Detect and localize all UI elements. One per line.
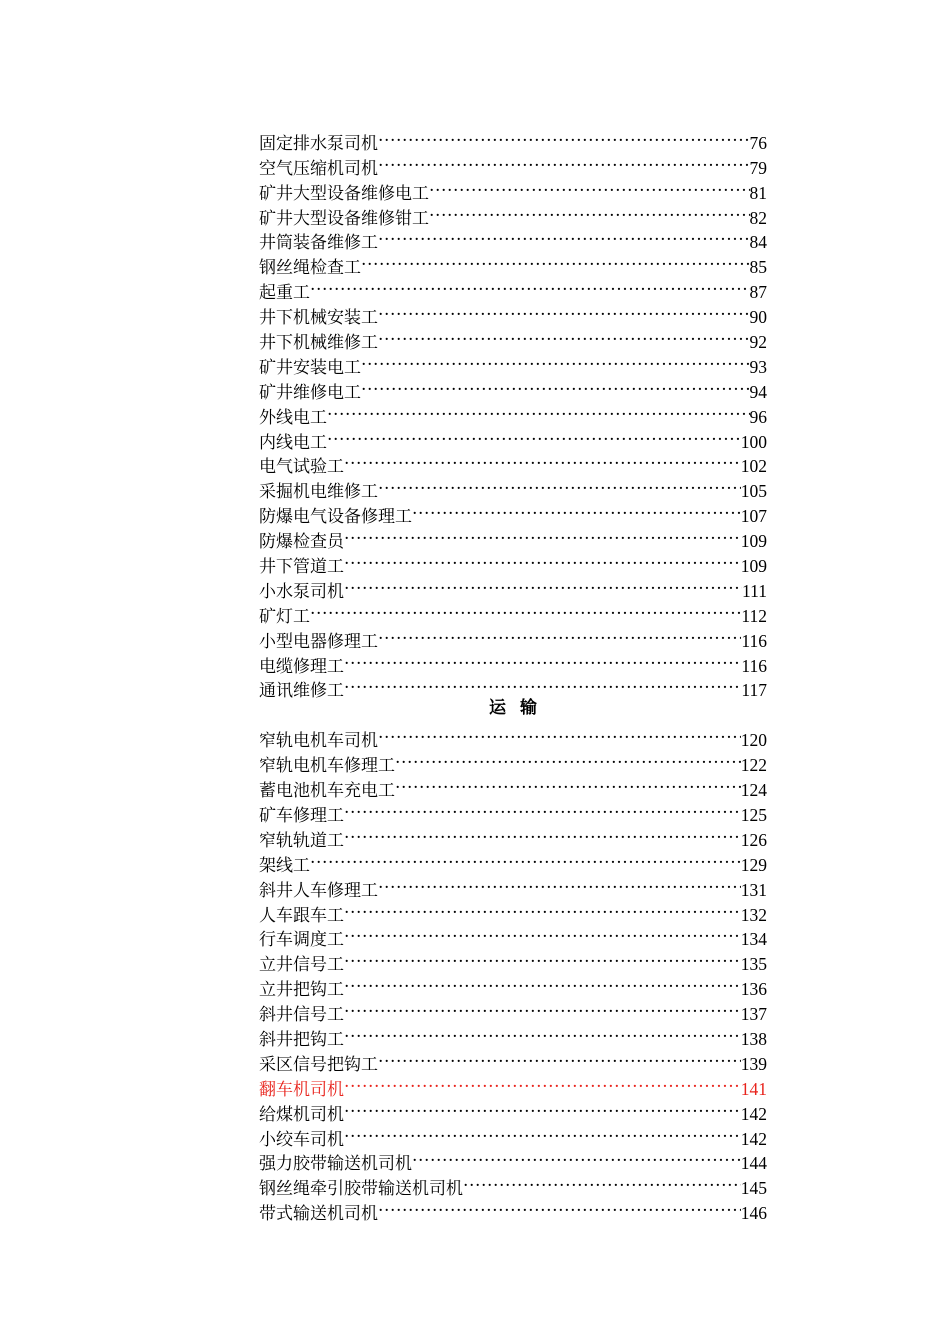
toc-entry-title: 井筒装备维修工: [259, 233, 378, 254]
toc-entry-title: 立井信号工: [259, 955, 344, 976]
toc-entry-page-number: 85: [749, 257, 767, 278]
toc-entry-page-number: 96: [749, 406, 767, 427]
toc-entry-title: 通讯维修工: [259, 681, 344, 702]
toc-entry-title: 蓄电池机车充电工: [259, 781, 395, 802]
toc-entry-page-number: 142: [740, 1128, 767, 1149]
toc-entry-title: 内线电工: [259, 432, 327, 453]
dot-leader: [344, 821, 741, 846]
dot-leader: [378, 721, 741, 746]
dot-leader: [361, 348, 750, 373]
toc-entry-page-number: 105: [740, 481, 767, 502]
dot-leader: [395, 746, 741, 771]
dot-leader: [378, 149, 750, 174]
dot-leader: [361, 373, 750, 398]
toc-entry-title: 钢丝绳牵引胶带输送机司机: [259, 1179, 463, 1200]
toc-entry-title: 斜井人车修理工: [259, 880, 378, 901]
toc-entry-page-number: 102: [740, 456, 767, 477]
dot-leader: [378, 622, 741, 647]
toc-entry-page-number: 137: [740, 1004, 767, 1025]
dot-leader: [378, 1045, 741, 1070]
dot-leader: [378, 124, 750, 149]
toc-entry-page-number: 139: [740, 1053, 767, 1074]
toc-entry-page-number: 120: [740, 730, 767, 751]
dot-leader: [310, 846, 741, 871]
dot-leader: [344, 448, 741, 473]
toc-entry[interactable]: [259, 597, 767, 627]
toc-entry-page-number: 100: [740, 431, 767, 452]
toc-entry-page-number: 145: [740, 1178, 767, 1199]
toc-entry-page-number: 146: [740, 1203, 767, 1224]
toc-entry[interactable]: [259, 871, 767, 901]
toc-entry[interactable]: [259, 448, 767, 478]
toc-entry[interactable]: [259, 622, 767, 652]
toc-entry-title: 电缆修理工: [259, 656, 344, 677]
dot-leader: [327, 423, 741, 448]
toc-entry-page-number: 109: [740, 556, 767, 577]
dot-leader: [344, 647, 741, 672]
dot-leader: [378, 298, 750, 323]
dot-leader: [327, 398, 750, 423]
dot-leader: [429, 199, 750, 224]
dot-leader: [378, 871, 741, 896]
toc-entry-title: 小水泵司机: [259, 581, 344, 602]
toc-entry-title: 防爆检查员: [259, 532, 344, 553]
toc-entry[interactable]: [259, 721, 767, 752]
toc-entry-title: 采掘机电维修工: [259, 482, 378, 503]
toc-entry-title: 矿车修理工: [259, 805, 344, 826]
dot-leader: [344, 1070, 741, 1095]
dot-leader: [344, 970, 741, 995]
dot-leader: [344, 547, 741, 572]
toc-entry-page-number: 112: [741, 605, 767, 626]
toc-entry-page-number: 129: [740, 854, 767, 875]
dot-leader: [344, 896, 741, 921]
toc-entry-page-number: 125: [740, 804, 767, 825]
toc-entry-page-number: 122: [740, 755, 767, 776]
toc-entry-title: 井下机械维修工: [259, 333, 378, 354]
toc-group-transport: [259, 721, 767, 1225]
toc-entry-page-number: 79: [749, 157, 767, 178]
toc-entry-page-number: 111: [742, 580, 767, 601]
toc-entry-title: 矿灯工: [259, 606, 310, 627]
toc-entry-page-number: 124: [740, 780, 767, 801]
dot-leader: [344, 995, 741, 1020]
dot-leader: [310, 597, 741, 622]
toc-entry-page-number: 93: [749, 356, 767, 377]
toc-entry-title: 斜井信号工: [259, 1005, 344, 1026]
toc-entry-title: 小型电器修理工: [259, 631, 378, 652]
toc-entry-title: 防爆电气设备修理工: [259, 507, 412, 528]
dot-leader: [344, 1120, 741, 1145]
dot-leader: [344, 945, 741, 970]
toc-entry-title: 固定排水泵司机: [259, 133, 378, 154]
toc-entry[interactable]: [259, 846, 767, 876]
toc-entry-title: 矿井大型设备维修电工: [259, 183, 429, 204]
toc-entry-page-number: 84: [749, 232, 767, 253]
toc-entry-title: 架线工: [259, 855, 310, 876]
dot-leader: [310, 273, 750, 298]
dot-leader: [344, 672, 741, 697]
toc-entry-page-number: 116: [741, 630, 767, 651]
toc-entry-title: 行车调度工: [259, 930, 344, 951]
dot-leader: [378, 1194, 741, 1219]
table-of-contents: [259, 124, 767, 1225]
toc-entry-title: 窄轨轨道工: [259, 830, 344, 851]
dot-leader: [412, 497, 741, 522]
toc-entry-page-number: 76: [749, 132, 767, 153]
toc-entry-title: 斜井把钩工: [259, 1029, 344, 1050]
dot-leader: [361, 248, 750, 273]
dot-leader: [395, 771, 741, 796]
toc-entry-title: 强力胶带输送机司机: [259, 1154, 412, 1175]
toc-entry-page-number: 90: [749, 307, 767, 328]
toc-entry-title: 采区信号把钩工: [259, 1054, 378, 1075]
toc-entry-page-number: 131: [740, 879, 767, 900]
toc-entry-title: 带式输送机司机: [259, 1204, 378, 1225]
toc-entry-page-number: 126: [740, 829, 767, 850]
toc-entry-page-number: 144: [740, 1153, 767, 1174]
toc-entry-page-number: 107: [740, 506, 767, 527]
toc-entry-title: 窄轨电机车司机: [259, 731, 378, 752]
toc-entry-title: 翻车机司机: [259, 1079, 344, 1100]
dot-leader: [463, 1169, 741, 1194]
toc-entry-page-number: 136: [740, 979, 767, 1000]
toc-entry-title: 起重工: [259, 283, 310, 304]
toc-entry-title: 空气压缩机司机: [259, 158, 378, 179]
toc-entry-title: 给煤机司机: [259, 1104, 344, 1125]
toc-entry-title: 小绞车司机: [259, 1129, 344, 1150]
toc-entry-title: 钢丝绳检查工: [259, 258, 361, 279]
toc-entry-title: 井下管道工: [259, 557, 344, 578]
toc-entry-page-number: 82: [749, 207, 767, 228]
toc-entry-title: 井下机械安装工: [259, 308, 378, 329]
dot-leader: [344, 796, 741, 821]
toc-entry-title: 矿井大型设备维修钳工: [259, 208, 429, 229]
toc-entry-page-number: 87: [749, 282, 767, 303]
toc-entry-title: 外线电工: [259, 407, 327, 428]
toc-group-electromechanical: [259, 124, 767, 702]
toc-entry-page-number: 134: [740, 929, 767, 950]
toc-entry-page-number: 81: [749, 182, 767, 203]
dot-leader: [344, 1020, 741, 1045]
section-heading-transport: 运输: [489, 698, 551, 719]
toc-entry-title: 人车跟车工: [259, 905, 344, 926]
toc-entry[interactable]: [259, 423, 767, 453]
toc-entry[interactable]: [259, 124, 767, 154]
dot-leader: [344, 572, 742, 597]
toc-entry-title: 矿井维修电工: [259, 382, 361, 403]
dot-leader: [412, 1145, 741, 1170]
toc-entry[interactable]: [259, 273, 767, 304]
toc-entry-title: 电气试验工: [259, 457, 344, 478]
toc-entry-page-number: 117: [741, 680, 767, 701]
toc-entry-page-number: 135: [740, 954, 767, 975]
dot-leader: [344, 1095, 741, 1120]
toc-entry[interactable]: [259, 398, 767, 428]
toc-entry-page-number: 132: [740, 904, 767, 925]
dot-leader: [378, 224, 750, 249]
toc-entry-page-number: 141: [740, 1078, 767, 1099]
toc-entry-page-number: 92: [749, 332, 767, 353]
dot-leader: [378, 472, 741, 497]
toc-entry-title: 窄轨电机车修理工: [259, 756, 395, 777]
toc-entry-page-number: 116: [741, 655, 767, 676]
toc-entry-page-number: 142: [740, 1103, 767, 1124]
toc-entry-page-number: 138: [740, 1028, 767, 1049]
toc-entry-title: 立井把钩工: [259, 980, 344, 1001]
toc-entry[interactable]: [259, 298, 767, 329]
dot-leader: [344, 522, 741, 547]
toc-entry-page-number: 109: [740, 531, 767, 552]
dot-leader: [429, 174, 750, 199]
dot-leader: [344, 921, 741, 946]
dot-leader: [378, 323, 750, 348]
toc-entry-page-number: 94: [749, 381, 767, 402]
toc-entry-title: 矿井安装电工: [259, 357, 361, 378]
